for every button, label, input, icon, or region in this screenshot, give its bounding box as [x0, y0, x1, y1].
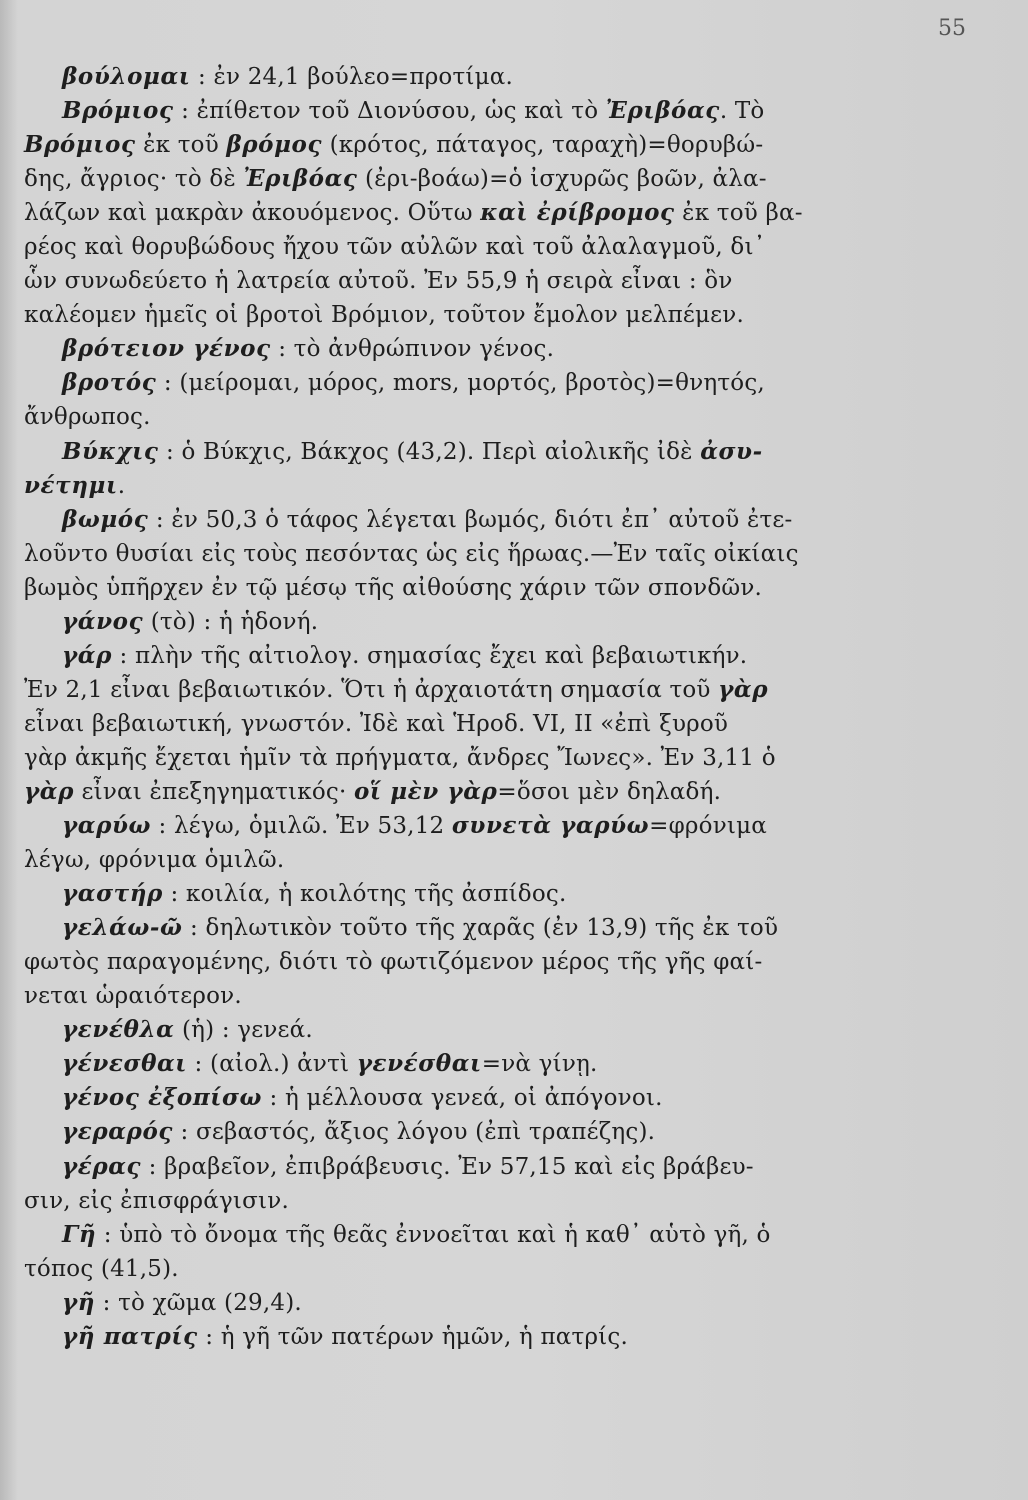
text-line [24, 1047, 904, 1081]
definition-text: : τὸ ἀνθρώπινον γένος. [270, 336, 555, 363]
text-line [24, 128, 904, 162]
headword: γεραρός [62, 1118, 174, 1146]
definition-text: =νὰ γίνῃ. [481, 1051, 598, 1078]
text-line [24, 537, 904, 571]
text-line [24, 979, 904, 1013]
text-line [24, 1115, 904, 1149]
headword: γὰρ [24, 777, 74, 805]
definition-text: εἶναι βεβαιωτική, γνωστόν. Ἰδὲ καὶ Ἡροδ. VI, II «ἐπὶ ξυροῦ [24, 710, 729, 737]
definition-text: γὰρ ἀκμῆς ἔχεται ἡμῖν τὰ πρήγματα, ἄνδρες Ἴωνες». Ἐν 3,11 ὁ [24, 744, 776, 771]
text-line [24, 366, 904, 400]
definition-text: : λέγω, ὁμιλῶ. Ἐν 53,12 [151, 813, 452, 840]
text-line [24, 94, 904, 128]
definition-text: σιν, εἰς ἐπισφράγισιν. [24, 1187, 289, 1214]
definition-text: ρέος καὶ θορυβώδους ἤχου τῶν αὐλῶν καὶ τοῦ ἀλαλαγμοῦ, δι᾿ [24, 234, 766, 261]
headword: νέτημι [24, 471, 118, 499]
text-line [24, 503, 904, 537]
text-line [24, 264, 904, 298]
headword: Γῆ [62, 1220, 97, 1248]
definition-text: : ὁ Βύκχις, Βάκχος (43,2). Περὶ αἰολικῆς ἰδὲ [158, 438, 701, 465]
text-line [24, 60, 904, 94]
text-line [24, 1218, 904, 1252]
definition-text: : δηλωτικὸν τοῦτο τῆς χαρᾶς (ἐν 13,9) τῆς ἐκ τοῦ [182, 915, 779, 942]
definition-text: ἐκ τοῦ [135, 132, 227, 159]
text-line [24, 809, 904, 843]
headword: γενέθλα [62, 1016, 175, 1044]
definition-text: : (μείρομαι, μόρος, mors, μορτός, βροτὸς)=θνητός, [156, 370, 765, 397]
glossary-text [24, 60, 904, 1354]
text-line [24, 298, 904, 332]
definition-text: : ἡ γῆ τῶν πατέρων ἡμῶν, ἡ πατρίς. [197, 1323, 628, 1350]
definition-text: : σεβαστός, ἄξιος λόγου (ἐπὶ τραπέζης). [173, 1119, 656, 1146]
definition-text: : ἐν 50,3 ὁ τάφος λέγεται βωμός, διότι ἐπ᾿ αὐτοῦ ἐτε- [148, 506, 793, 533]
headword: γῆ [62, 1288, 96, 1316]
text-line [24, 877, 904, 911]
headword: βρόμος [226, 131, 323, 159]
headword: γῆ πατρίς [62, 1322, 198, 1350]
text-line [24, 639, 904, 673]
headword: γὰρ [718, 675, 769, 703]
definition-text: φωτὸς παραγομένης, διότι τὸ φωτιζόμενον μέρος τῆς γῆς φαί- [24, 949, 763, 976]
text-line [24, 332, 904, 366]
headword: γενέσθαι [356, 1050, 482, 1078]
definition-text: . [117, 472, 126, 499]
definition-text: =φρόνιμα [649, 813, 767, 840]
headword: ἀσυ- [700, 437, 763, 465]
definition-text: τόπος (41,5). [24, 1255, 179, 1282]
text-line [24, 707, 904, 741]
headword: οἵ μὲν γὰρ [353, 777, 498, 805]
headword: γένεσθαι [62, 1050, 188, 1078]
headword: καὶ ἐρίβρομος [480, 199, 675, 227]
headword: γάνος [62, 607, 144, 635]
definition-text: Ἐν 2,1 εἶναι βεβαιωτικόν. Ὅτι ἡ ἀρχαιοτάτη σημασία τοῦ [24, 676, 719, 703]
text-line [24, 1081, 904, 1115]
text-line [24, 469, 904, 503]
definition-text: ἄνθρωπος. [24, 404, 151, 431]
definition-text: . Τὸ [719, 98, 765, 125]
definition-text: ὧν συνωδεύετο ἡ λατρεία αὐτοῦ. Ἐν 55,9 ἡ σειρὰ εἶναι : ὃν [24, 268, 733, 295]
text-line [24, 1286, 904, 1320]
text-line [24, 400, 904, 434]
headword: βροτός [62, 369, 157, 397]
headword: γαρύω [62, 812, 152, 840]
headword: βωμός [62, 505, 149, 533]
text-line [24, 435, 904, 469]
headword: βρότειον γένος [62, 335, 271, 363]
definition-text: : (αἰολ.) ἀντὶ [187, 1051, 357, 1078]
definition-text: =ὅσοι μὲν δηλαδή. [497, 778, 722, 805]
text-line [24, 911, 904, 945]
text-line [24, 1320, 904, 1354]
headword: γαστήρ [62, 880, 163, 908]
headword: γένος ἐξοπίσω [62, 1084, 263, 1112]
definition-text: λάζων καὶ μακρὰν ἀκουόμενος. Οὕτω [24, 200, 481, 227]
definition-text: δης, ἄγριος· τὸ δὲ [24, 166, 244, 193]
text-line [24, 196, 904, 230]
definition-text: (ἡ) : γενεά. [174, 1017, 313, 1044]
text-line [24, 1150, 904, 1184]
definition-text: λοῦντο θυσίαι εἰς τοὺς πεσόντας ὡς εἰς ἥρωας.—Ἐν ταῖς οἰκίαις [24, 540, 799, 567]
text-line [24, 1252, 904, 1286]
headword: συνετὰ γαρύω [451, 812, 650, 840]
headword: Ἐριβόας [243, 165, 358, 193]
definition-text: νεται ὡραιότερον. [24, 983, 242, 1010]
headword: Βρόμιος [24, 131, 136, 159]
text-line [24, 775, 904, 809]
headword: Ἐριβόας [605, 97, 720, 125]
definition-text: καλέομεν ἡμεῖς οἱ βροτοὶ Βρόμιον, τοῦτον ἔμολον μελπέμεν. [24, 302, 744, 329]
definition-text: : ἡ μέλλουσα γενεά, οἱ ἀπόγονοι. [262, 1085, 663, 1112]
definition-text: : ἐν 24,1 βούλεο=προτίμα. [190, 64, 513, 90]
text-line [24, 741, 904, 775]
text-line [24, 571, 904, 605]
headword: γέρας [62, 1152, 142, 1180]
text-line [24, 673, 904, 707]
text-line [24, 1013, 904, 1047]
page-number: 55 [938, 16, 966, 41]
definition-text: ἐκ τοῦ βα- [674, 200, 803, 227]
text-line [24, 230, 904, 264]
definition-text: βωμὸς ὑπῆρχεν ἐν τῷ μέσῳ τῆς αἰθούσης χάριν τῶν σπονδῶν. [24, 574, 763, 601]
definition-text: : τὸ χῶμα (29,4). [95, 1289, 302, 1316]
text-line [24, 162, 904, 196]
definition-text: : ἐπίθετον τοῦ Διονύσου, ὡς καὶ τὸ [173, 98, 606, 125]
definition-text: λέγω, φρόνιμα ὁμιλῶ. [24, 847, 285, 874]
definition-text: εἶναι ἐπεξηγηματικός· [73, 778, 354, 805]
text-line [24, 945, 904, 979]
headword: Βρόμιος [62, 97, 174, 125]
definition-text: (ἐρι-βοάω)=ὁ ἰσχυρῶς βοῶν, ἀλα- [357, 166, 767, 193]
definition-text: (κρότος, πάταγος, ταραχὴ)=θορυβώ- [322, 132, 764, 159]
definition-text: : κοιλία, ἡ κοιλότης τῆς ἀσπίδος. [162, 881, 567, 908]
definition-text: : πλὴν τῆς αἰτιολογ. σημασίας ἔχει καὶ βεβαιωτικήν. [111, 642, 748, 669]
text-line [24, 605, 904, 639]
definition-text: (τὸ) : ἡ ἡδονή. [143, 608, 319, 635]
headword: Βύκχις [62, 437, 159, 465]
headword: βούλομαι [62, 63, 191, 90]
text-line [24, 1184, 904, 1218]
headword: γελάω-ῶ [62, 914, 183, 942]
definition-text: : ὑπὸ τὸ ὄνομα τῆς θεᾶς ἐννοεῖται καὶ ἡ καθ᾿ αὑτὸ γῆ, ὁ [96, 1221, 771, 1248]
headword: γάρ [62, 641, 112, 669]
text-line [24, 843, 904, 877]
definition-text: : βραβεῖον, ἐπιβράβευσις. Ἐν 57,15 καὶ εἰς βράβευ- [141, 1153, 754, 1180]
